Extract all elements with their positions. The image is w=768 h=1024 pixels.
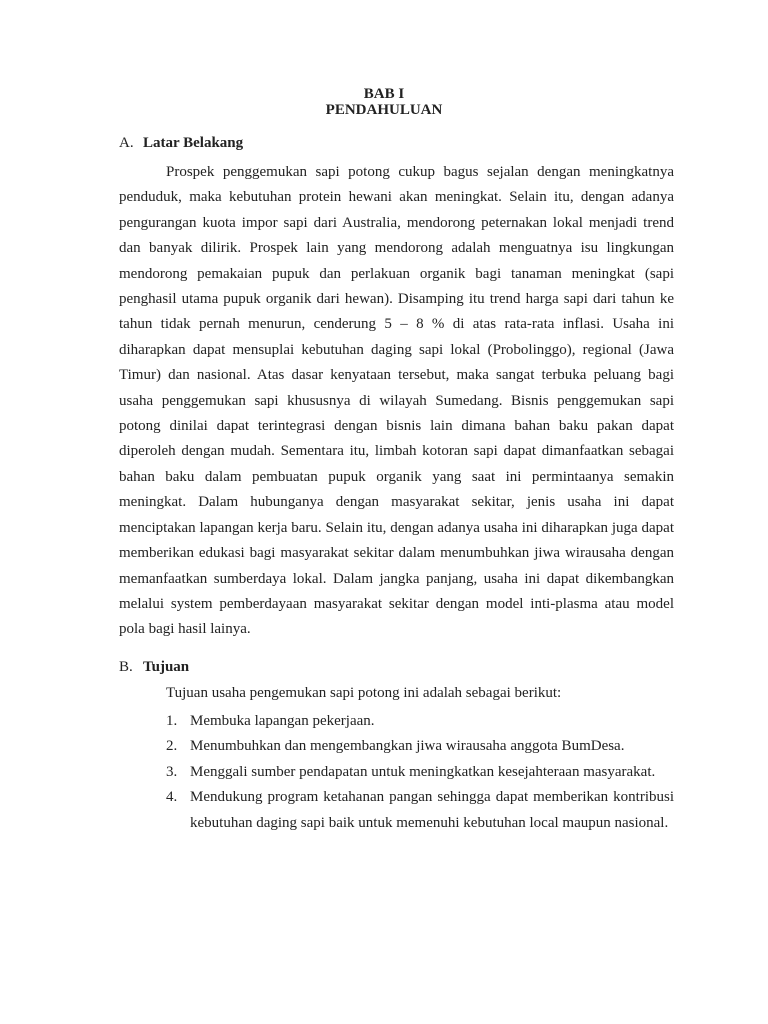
list-item-text: Menggali sumber pendapatan untuk meningkatkan kesejahteraan masyarakat.	[190, 763, 656, 780]
list-item	[166, 734, 674, 759]
chapter-number: BAB I	[363, 86, 405, 102]
section-b-letter: B.	[119, 659, 133, 675]
list-item-text: Menumbuhkan dan mengembangkan jiwa wirausaha anggota BumDesa.	[190, 738, 625, 755]
list-item-number: 1.	[166, 713, 178, 729]
section-a-letter: A.	[119, 135, 134, 151]
background-paragraph: Prospek penggemukan sapi potong cukup bagus sejalan dengan meningkatnya penduduk, maka kebutuhan protein hewani akan meningkat. Selain itu, dengan adanya pengurangan kuota impor sapi dari Australia, mendorong peternakan lokal menjadi trend dan banyak dilirik. Prospek lain yang mendorong adalah menguatnya isu lingkungan mendorong pemakaian pupuk dan perlakuan organik bagi tanaman meningkat (sapi penghasil utama pupuk organik dari hewan). Disamping itu trend harga sapi dari tahun ke tahun tidak pernah menurun, cenderung 5 – 8 % di atas rata-rata inflasi. Usaha ini diharapkan dapat mensuplai kebutuhan daging sapi lokal (Probolinggo), regional (Jawa Timur) dan nasional. Atas dasar kenyataan tersebut, maka sangat terbuka peluang bagi usaha penggemukan sapi khususnya di wilayah Sumedang. Bisnis penggemukan sapi potong dinilai dapat terintegrasi dengan bisnis lain dimana bahan baku pakan dapat diperoleh dengan mudah. Sementara itu, limbah kotoran sapi dapat dimanfaatkan sebagai bahan baku dalam pembuatan pupuk organik yang saat ini permintaanya semakin meningkat. Dalam hubunganya dengan masyarakat sekitar, jenis usaha ini dapat menciptakan lapangan kerja baru. Selain itu, dengan adanya usaha ini diharapkan juga dapat memberikan edukasi bagi masyarakat sekitar dalam menumbuhkan jiwa wirausaha dengan memanfaatkan sumberdaya lokal. Dalam jangka panjang, usaha ini dapat dikembangkan melalui system pemberdayaan masyarakat sekitar dengan model inti-plasma atau model pola bagi hasil lainya.	[119, 164, 674, 638]
section-a-title: Latar Belakang	[143, 135, 244, 151]
list-item-text: Membuka lapangan pekerjaan.	[190, 713, 375, 729]
list-item	[166, 709, 674, 734]
list-item-text: Mendukung program ketahanan pangan sehingga dapat memberikan kontribusi kebutuhan daging sapi baik untuk memenuhi kebutuhan local maupun nasional.	[190, 789, 674, 831]
section-b-title: Tujuan	[143, 659, 190, 675]
list-item-number: 4.	[166, 789, 178, 806]
list-item-number: 2.	[166, 738, 178, 755]
section-b-heading	[119, 658, 189, 676]
section-a-heading	[119, 134, 243, 152]
chapter-title: PENDAHULUAN	[325, 102, 443, 118]
list-item	[166, 760, 674, 785]
objectives-list	[166, 709, 674, 836]
list-item-number: 3.	[166, 763, 178, 780]
objectives-intro: Tujuan usaha pengemukan sapi potong ini adalah sebagai berikut:	[166, 685, 562, 701]
list-item	[166, 785, 674, 836]
